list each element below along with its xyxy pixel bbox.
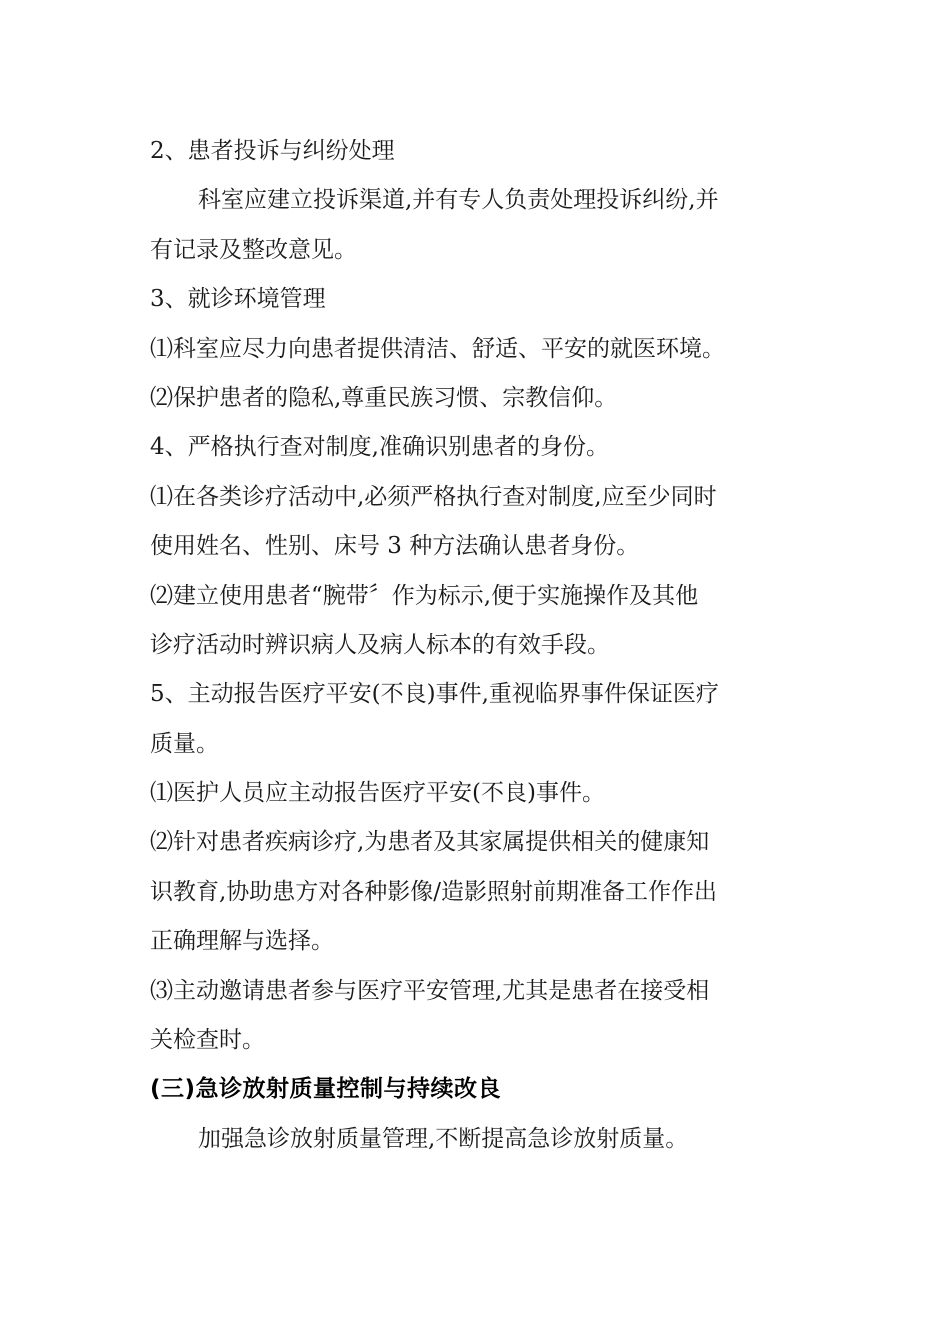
list-item: ⑴科室应尽力向患者提供清洁、舒适、平安的就医环境。 — [150, 335, 725, 362]
list-item: ⑵保护患者的隐私,尊重民族习惯、宗教信仰。 — [150, 384, 618, 411]
list-item: ⑵针对患者疾病诊疗,为患者及其家属提供相关的健康知 — [150, 829, 710, 856]
heading-environment-management: 3、就诊环境管理 — [150, 286, 326, 313]
paragraph-line: 加强急诊放射质量管理,不断提高急诊放射质量。 — [198, 1125, 689, 1152]
list-item: ⑶主动邀请患者参与医疗平安管理,尤其是患者在接受相 — [150, 977, 710, 1004]
document-body — [150, 127, 810, 1164]
paragraph-line: 正确理解与选择。 — [150, 928, 334, 955]
paragraph-line: 诊疗活动时辨识病人及病人标本的有效手段。 — [150, 631, 610, 658]
heading-identity-check: 4、严格执行查对制度,准确识别患者的身份。 — [150, 434, 609, 461]
heading-complaint-handling: 2、患者投诉与纠纷处理 — [150, 138, 395, 164]
paragraph-line: 科室应建立投诉渠道,并有专人负责处理投诉纠纷,并 — [198, 187, 719, 214]
list-item: ⑵建立使用患者“腕带〞作为标示,便于实施操作及其他 — [150, 582, 699, 609]
list-item: ⑴医护人员应主动报告医疗平安(不良)事件。 — [150, 780, 605, 807]
paragraph-line: 质量。 — [150, 730, 219, 757]
paragraph-line: 识教育,协助患方对各种影像/造影照射前期准备工作作出 — [150, 878, 718, 905]
paragraph-line: 关检查时。 — [150, 1027, 265, 1054]
paragraph-line: 有记录及整改意见。 — [150, 236, 357, 263]
list-item: ⑴在各类诊疗活动中,必须严格执行查对制度,应至少同时 — [150, 483, 717, 510]
section-heading: (三)急诊放射质量控制与持续改良 — [150, 1076, 502, 1103]
paragraph-line: 使用姓名、性别、床号 3 种方法确认患者身份。 — [150, 533, 640, 560]
heading-adverse-event-report: 5、主动报告医疗平安(不良)事件,重视临界事件保证医疗 — [150, 681, 719, 708]
